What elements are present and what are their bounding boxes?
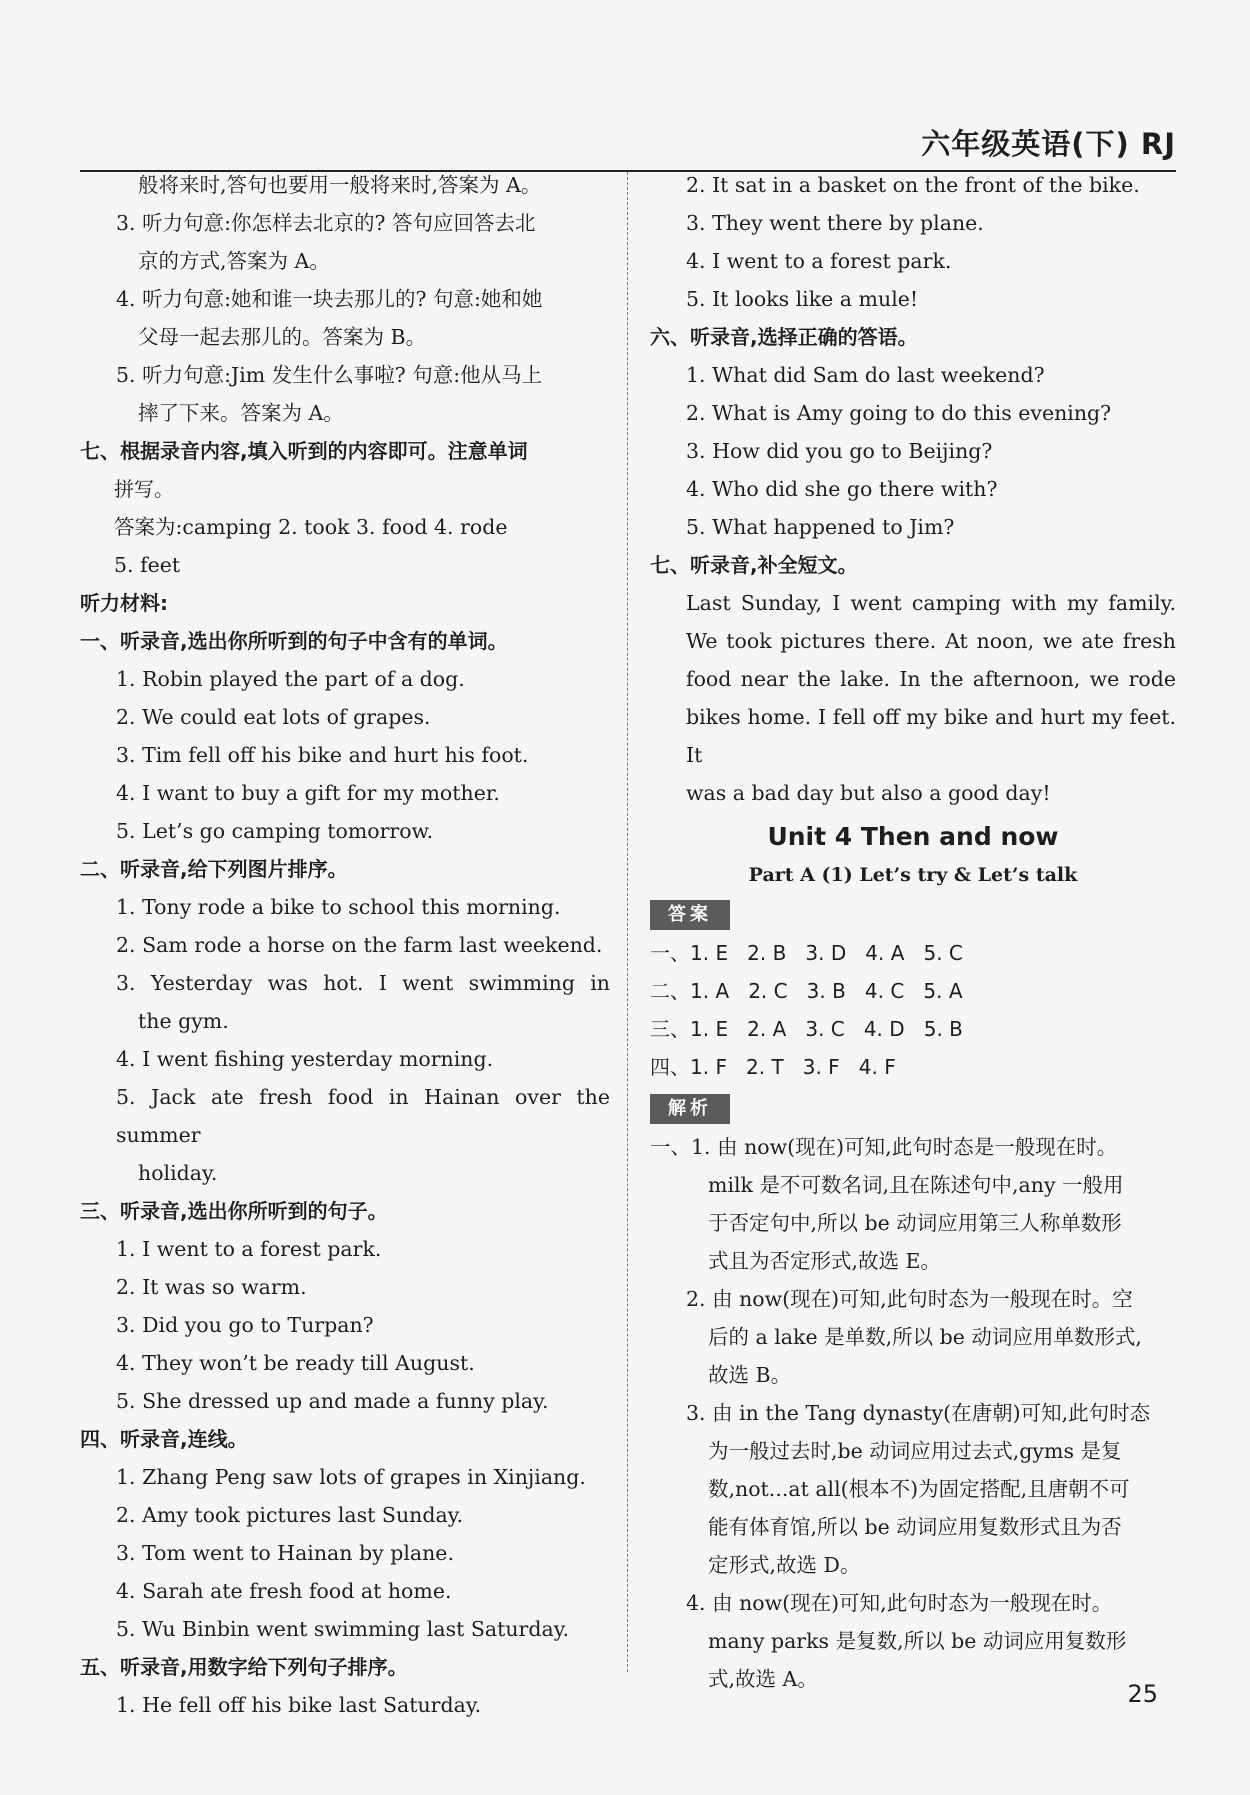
text-line: 拼写。: [114, 477, 174, 501]
answer-line: 二、1. A 2. C 3. B 4. C 5. A: [650, 979, 963, 1003]
text-line: 七、听录音,补全短文。: [650, 553, 858, 577]
text-line: 4. Who did she go there with?: [686, 477, 998, 501]
analysis-line: milk 是不可数名词,且在陈述句中,any 一般用: [708, 1173, 1124, 1197]
text-line: 5. Let’s go camping tomorrow.: [116, 819, 434, 843]
analysis-list: [650, 1128, 1176, 1698]
text-line: 4. I went fishing yesterday morning.: [116, 1047, 494, 1071]
text-line: 2. Amy took pictures last Sunday.: [116, 1503, 464, 1527]
text-line: 般将来时,答句也要用一般将来时,答案为 A。: [138, 173, 542, 197]
part-title: Part A (1) Let’s try & Let’s talk: [748, 864, 1078, 886]
text-line: 5. Jack ate fresh food in Hainan over the summer: [116, 1085, 610, 1147]
text-line: 听力材料:: [80, 591, 168, 615]
text-line: 4. I went to a forest park.: [686, 249, 952, 273]
text-line: 2. It was so warm.: [116, 1275, 307, 1299]
text-line: We took pictures there. At noon, we ate fresh: [686, 629, 1176, 653]
text-line: 2. It sat in a basket on the front of the bike.: [686, 173, 1140, 197]
answer-line: 四、1. F 2. T 3. F 4. F: [650, 1055, 896, 1079]
text-line: 二、听录音,给下列图片排序。: [80, 857, 348, 881]
left-column: [80, 166, 610, 1724]
text-line: 2. We could eat lots of grapes.: [116, 705, 431, 729]
analysis-line: 故选 B。: [708, 1363, 792, 1387]
text-line: 3. Tom went to Hainan by plane.: [116, 1541, 454, 1565]
text-line: 3. Did you go to Turpan?: [116, 1313, 374, 1337]
text-line: 3. Yesterday was hot. I went swimming in: [116, 971, 610, 995]
text-line: 3. They went there by plane.: [686, 211, 984, 235]
text-line: 摔了下来。答案为 A。: [138, 401, 344, 425]
text-line: 答案为:camping 2. took 3. food 4. rode: [114, 515, 508, 539]
text-line: 3. How did you go to Beijing?: [686, 439, 993, 463]
analysis-line: 式且为否定形式,故选 E。: [708, 1249, 941, 1273]
text-line: was a bad day but also a good day!: [686, 781, 1051, 805]
answer-line: 一、1. E 2. B 3. D 4. A 5. C: [650, 941, 963, 965]
text-line: 京的方式,答案为 A。: [138, 249, 330, 273]
text-line: 5. Wu Binbin went swimming last Saturday.: [116, 1617, 570, 1641]
header-title: 六年级英语(下) RJ: [921, 127, 1176, 161]
right-column: [650, 166, 1176, 1698]
text-line: 七、根据录音内容,填入听到的内容即可。注意单词: [80, 439, 528, 463]
text-line: 4. They won’t be ready till August.: [116, 1351, 475, 1375]
text-line: 六、听录音,选择正确的答语。: [650, 325, 918, 349]
text-line: 5. She dressed up and made a funny play.: [116, 1389, 549, 1413]
analysis-line: 于否定句中,所以 be 动词应用第三人称单数形: [708, 1211, 1122, 1235]
answer-list: [650, 934, 1176, 1086]
analysis-line: 数,not...at all(根本不)为固定搭配,且唐朝不可: [708, 1477, 1130, 1501]
text-line: 1. Zhang Peng saw lots of grapes in Xinjiang.: [116, 1465, 586, 1489]
text-line: food near the lake. In the afternoon, we rode: [686, 667, 1176, 691]
text-line: 1. He fell off his bike last Saturday.: [116, 1693, 482, 1717]
listening-material-continued: [650, 166, 1176, 812]
analysis-tag: 解析: [650, 1094, 730, 1124]
analysis-line: 后的 a lake 是单数,所以 be 动词应用单数形式,: [708, 1325, 1142, 1349]
analysis-line: 2. 由 now(现在)可知,此句时态为一般现在时。空: [686, 1287, 1133, 1311]
text-line: 三、听录音,选出你所听到的句子。: [80, 1199, 388, 1223]
analysis-line: 定形式,故选 D。: [708, 1553, 861, 1577]
text-line: 5. feet: [114, 553, 181, 577]
text-line: holiday.: [138, 1161, 218, 1185]
text-line: 四、听录音,连线。: [80, 1427, 248, 1451]
text-line: 4. Sarah ate fresh food at home.: [116, 1579, 452, 1603]
unit-title: Unit 4 Then and now: [767, 822, 1059, 851]
analysis-line: 4. 由 now(现在)可知,此句时态为一般现在时。: [686, 1591, 1113, 1615]
text-line: bikes home. I fell off my bike and hurt my feet. It: [686, 705, 1176, 767]
text-line: 3. Tim fell off his bike and hurt his foot.: [116, 743, 529, 767]
text-line: the gym.: [138, 1009, 229, 1033]
text-line: 5. What happened to Jim?: [686, 515, 955, 539]
text-line: 4. I want to buy a gift for my mother.: [116, 781, 500, 805]
text-line: 2. What is Amy going to do this evening?: [686, 401, 1112, 425]
analysis-line: 一、1. 由 now(现在)可知,此句时态是一般现在时。: [650, 1135, 1118, 1159]
analysis-line: many parks 是复数,所以 be 动词应用复数形: [708, 1629, 1127, 1653]
text-line: 1. I went to a forest park.: [116, 1237, 382, 1261]
text-line: Last Sunday, I went camping with my family.: [686, 591, 1176, 615]
text-line: 5. 听力句意:Jim 发生什么事啦? 句意:他从马上: [116, 363, 543, 387]
text-line: 5. It looks like a mule!: [686, 287, 919, 311]
text-line: 父母一起去那儿的。答案为 B。: [138, 325, 427, 349]
page-number: 25: [1127, 1680, 1158, 1708]
analysis-line: 式,故选 A。: [708, 1667, 818, 1691]
text-line: 1. What did Sam do last weekend?: [686, 363, 1045, 387]
text-line: 2. Sam rode a horse on the farm last weekend.: [116, 933, 603, 957]
text-line: 1. Robin played the part of a dog.: [116, 667, 465, 691]
answer-tag: 答案: [650, 900, 730, 930]
analysis-line: 3. 由 in the Tang dynasty(在唐朝)可知,此句时态: [686, 1401, 1151, 1425]
column-divider: [627, 172, 628, 1672]
text-line: 1. Tony rode a bike to school this morning.: [116, 895, 561, 919]
text-line: 3. 听力句意:你怎样去北京的? 答句应回答去北: [116, 211, 536, 235]
page-header: [80, 118, 1176, 172]
analysis-line: 能有体育馆,所以 be 动词应用复数形式且为否: [708, 1515, 1122, 1539]
text-line: 五、听录音,用数字给下列句子排序。: [80, 1655, 408, 1679]
analysis-line: 为一般过去时,be 动词应用过去式,gyms 是复: [708, 1439, 1122, 1463]
answer-line: 三、1. E 2. A 3. C 4. D 5. B: [650, 1017, 963, 1041]
text-line: 一、听录音,选出你所听到的句子中含有的单词。: [80, 629, 508, 653]
text-line: 4. 听力句意:她和谁一块去那儿的? 句意:她和她: [116, 287, 543, 311]
